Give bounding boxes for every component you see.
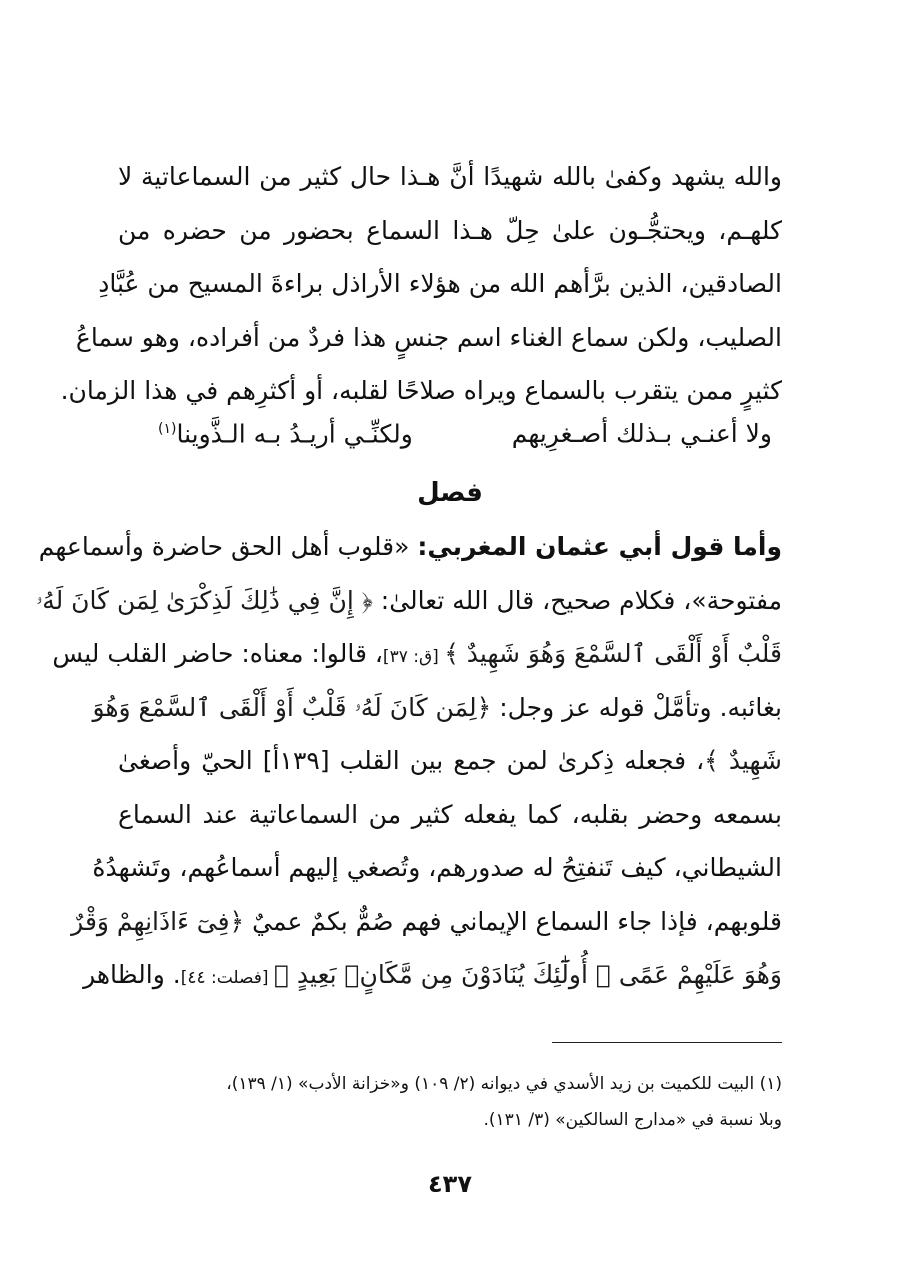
footnote-line: (١) البيت للكميت بن زيد الأسدي في ديوانه (٢/ ١٠٩) و«خزانة الأدب» (١/ ١٣٩)، — [226, 1074, 782, 1094]
footnote-divider — [552, 1042, 782, 1043]
line-text: مفتوحة»، فكلام صحيح، قال الله تعالىٰ: — [372, 585, 782, 615]
footnote-line: وبلا نسبة في «مدارج السالكين» (٣/ ١٣١). — [483, 1110, 782, 1130]
text-line: بسمعه وحضر بقلبه، كما يفعله كثير من السماعاتية عند السماع — [118, 799, 782, 829]
quran-verse: قَلْبٌ أَوْ أَلْقَى ٱلسَّمْعَ وَهُوَ شَهِيدٌ ﴾ — [444, 639, 782, 668]
line-text: ، قالوا: معناه: حاضر القلب ليس — [52, 639, 383, 668]
quote-text: «قلوب أهل الحق حاضرة وأسماعهم — [38, 532, 418, 561]
speaker-name: وأما قول أبي عثمان المغربي: — [417, 532, 782, 561]
verse-hemistich-second-text: ولكنِّـي أريـدُ بـه الـذَّوينا — [176, 419, 413, 449]
line-text: . والظاهر — [83, 960, 181, 989]
paragraph-section — [35, 520, 783, 1002]
text-line — [71, 895, 782, 949]
text-line — [118, 734, 782, 788]
section-heading: فصل — [417, 478, 483, 508]
line-text: بغائبه. وتأمَّلْ قوله عز وجل: — [491, 692, 782, 722]
footnote — [118, 1066, 782, 1138]
text-line: الصليب، ولكن سماع الغناء اسم جنسٍ هذا فردٌ من أفراده، وهو سماعُ — [75, 322, 782, 352]
text-line — [83, 948, 782, 1002]
text-line — [35, 574, 782, 628]
poetry-verse — [118, 404, 782, 459]
line-text: ، فجعله ذِكرىٰ لمن جمع بين القلب [١٣٩أ] الحيّ وأصغىٰ — [118, 746, 705, 775]
verse-hemistich-first: ولا أعنـي بـذلك أصـغرِيهم — [511, 419, 772, 449]
quran-verse: ﴿فِىٓ ءَاذَانِهِمْ وَقْرٌ — [71, 906, 245, 936]
page-number: ٤٣٧ — [428, 1170, 472, 1198]
quran-verse: ﴿ إِنَّ فِي ذَٰلِكَ لَذِكْرَىٰ لِمَن كَانَ لَهُۥ — [35, 585, 373, 615]
verse-hemistich-second — [158, 404, 413, 459]
line-text: قلوبهم، فإذا جاء السماع الإيماني فهم صُمٌّ بكمٌ عميٌ — [244, 906, 782, 936]
quran-verse: ﴿لِمَن كَانَ لَهُۥ قَلْبٌ أَوْ أَلْقَى ٱلسَّمْعَ وَهُوَ — [92, 692, 492, 722]
text-line: كلهـم، ويحتجُّـون علىٰ حِلّ هـذا السماع بحضور من حضره من — [118, 215, 782, 245]
text-line: الصادقين، الذين برَّأهم الله من هؤلاء الأراذل براءةَ المسيح من عُبَّادِ — [98, 269, 782, 298]
paragraph-opening — [60, 150, 782, 418]
quran-verse: شَهِيدٌ ﴾ — [704, 746, 783, 775]
verse-reference: [فصلت: ٤٤] — [180, 968, 274, 988]
text-line — [92, 681, 782, 735]
verse-reference: [ق: ٣٧] — [382, 647, 445, 667]
text-line: كثيرٍ ممن يتقرب بالسماع ويراه صلاحًا لقلبه، أو أكثرِهم في هذا الزمان. — [60, 376, 782, 405]
quran-verse: وَهُوَ عَلَيْهِمْ عَمًى ۚ أُولَٰٓئِكَ يُنَادَوْنَ مِن مَّكَانٍۭ بَعِيدٍ ﴾ — [273, 960, 782, 989]
text-line: والله يشهد وكفىٰ بالله شهيدًا أنَّ هـذا حال كثير من السماعاتية لا — [118, 162, 782, 191]
footnote-marker: (١) — [158, 421, 177, 437]
text-line: الشيطاني، كيف تَنفتِحُ له صدورهم، وتُصغي إليهم أسماعُهم، وتَشهدُهُ — [92, 853, 782, 882]
text-line — [38, 520, 782, 574]
text-line — [52, 627, 782, 681]
